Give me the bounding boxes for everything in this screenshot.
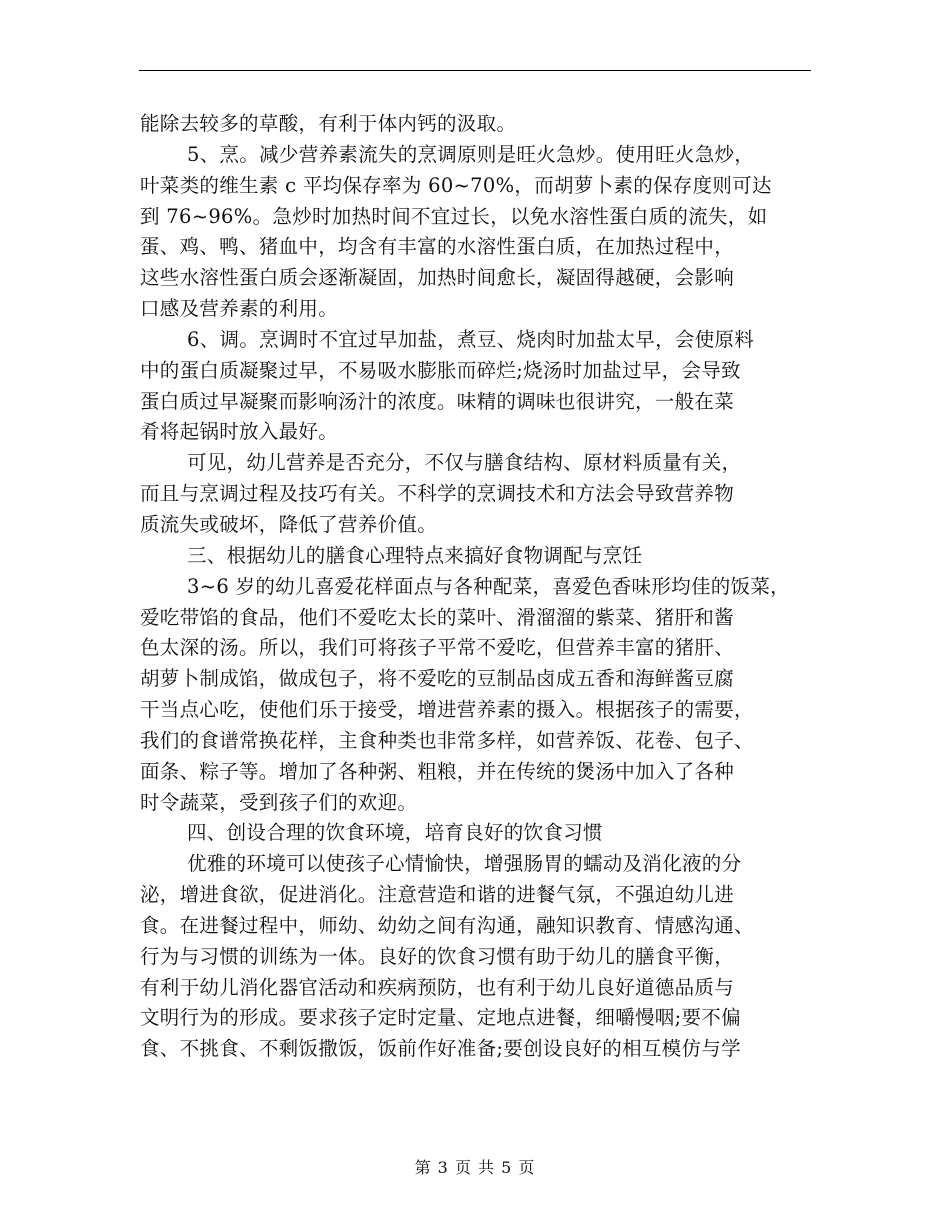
text-line: 色太深的汤。所以，我们可将孩子平常不爱吃，但营养丰富的猪肝、 [140, 636, 735, 660]
text-line: 质流失或破坏，降低了营养价值。 [140, 512, 438, 536]
text-line: 而且与烹调过程及技巧有关。不科学的烹调技术和方法会导致营养物 [140, 482, 735, 506]
text-line: 时令蔬菜，受到孩子们的欢迎。 [140, 790, 418, 814]
text-line: 可见，幼儿营养是否充分，不仅与膳食结构、原材料质量有关， [187, 451, 742, 475]
text-line: 5、烹。减少营养素流失的烹调原则是旺火急炒。使用旺火急炒， [187, 142, 755, 166]
text-line: 四、创设合理的饮食环境，培育良好的饮食习惯 [187, 821, 603, 845]
page-number-footer: 第 3 页 共 5 页 [414, 1158, 536, 1177]
text-line: 到 76~96%。急炒时加热时间不宜过长，以免水溶性蛋白质的流失，如 [140, 204, 768, 228]
text-line: 肴将起锅时放入最好。 [140, 420, 339, 444]
text-line: 文明行为的形成。要求孩子定时定量、定地点进餐，细嚼慢咽;要不偏 [140, 1006, 741, 1030]
header-rule [139, 70, 811, 71]
text-line: 这些水溶性蛋白质会逐渐凝固，加热时间愈长，凝固得越硬，会影响 [140, 266, 735, 290]
text-line: 口感及营养素的利用。 [140, 297, 339, 321]
text-line: 干当点心吃，使他们乐于接受，增进营养素的摄入。根据孩子的需要， [140, 698, 754, 722]
text-line: 蛋白质过早凝聚而影响汤汁的浓度。味精的调味也很讲究，一般在菜 [140, 389, 735, 413]
text-line: 胡萝卜制成馅，做成包子，将不爱吃的豆制品卤成五香和海鲜酱豆腐 [140, 667, 735, 691]
text-line: 面条、粽子等。增加了各种粥、粗粮，并在传统的煲汤中加入了各种 [140, 759, 735, 783]
text-line: 优雅的环境可以使孩子心情愉快，增强肠胃的蠕动及消化液的分 [187, 852, 742, 876]
text-line: 有利于幼儿消化器官活动和疾病预防，也有利于幼儿良好道德品质与 [140, 975, 735, 999]
text-line: 6、调。烹调时不宜过早加盐，煮豆、烧肉时加盐太早，会使原料 [187, 327, 755, 351]
text-line: 食。在进餐过程中，师幼、幼幼之间有沟通，融知识教育、情感沟通、 [140, 913, 754, 937]
text-line: 叶菜类的维生素 c 平均保存率为 60~70%，而胡萝卜素的保存度则可达 [140, 173, 772, 197]
text-line: 中的蛋白质凝聚过早，不易吸水膨胀而碎烂;烧汤时加盐过早，会导致 [140, 358, 741, 382]
document-body [140, 109, 820, 1065]
text-line: 蛋、鸡、鸭、猪血中，均含有丰富的水溶性蛋白质，在加热过程中， [140, 235, 735, 259]
text-line: 能除去较多的草酸，有利于体内钙的汲取。 [140, 112, 517, 135]
text-line: 泌，增进食欲，促进消化。注意营造和谐的进餐气氛，不强迫幼儿进 [140, 883, 735, 907]
text-line: 行为与习惯的训练为一体。良好的饮食习惯有助于幼儿的膳食平衡， [140, 944, 735, 968]
text-line: 3~6 岁的幼儿喜爱花样面点与各种配菜，喜爱色香味形均佳的饭菜， [187, 574, 790, 598]
text-line: 三、根据幼儿的膳食心理特点来搞好食物调配与烹饪 [187, 543, 643, 567]
text-line: 食、不挑食、不剩饭撒饭，饭前作好准备;要创设良好的相互模仿与学 [140, 1037, 741, 1061]
text-line: 我们的食谱常换花样，主食种类也非常多样，如营养饭、花卷、包子、 [140, 728, 754, 752]
text-line: 爱吃带馅的食品，他们不爱吃太长的菜叶、滑溜溜的紫菜、猪肝和酱 [140, 605, 735, 629]
